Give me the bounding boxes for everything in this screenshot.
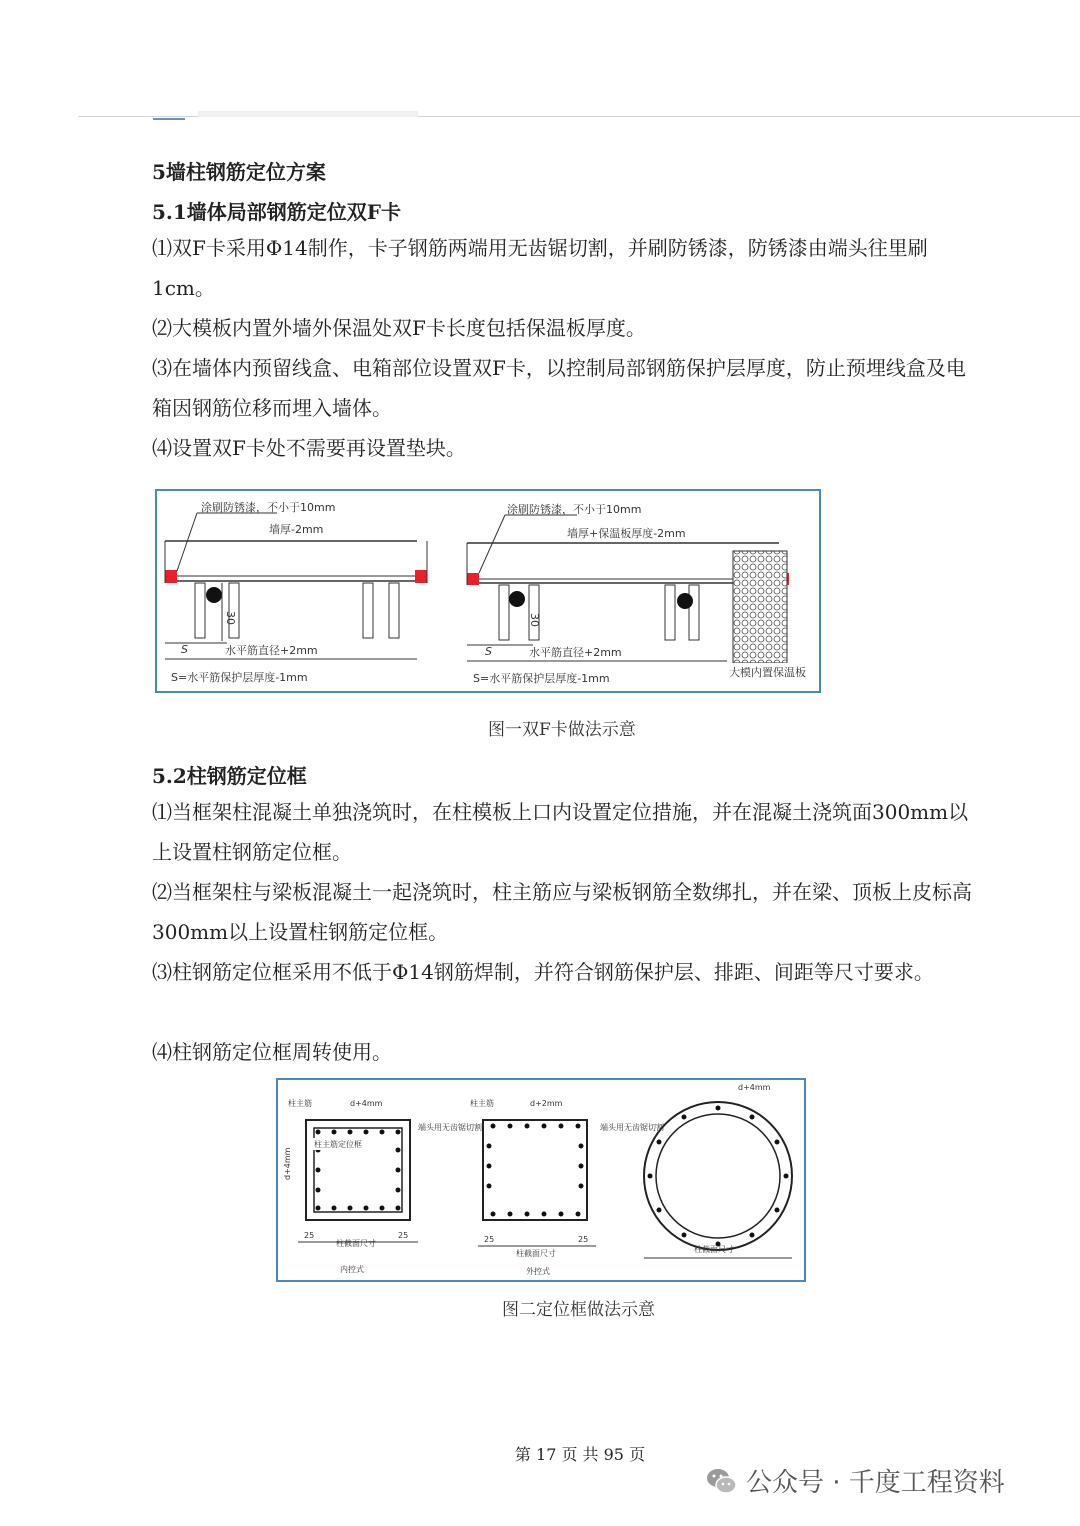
- inner-section-label: 柱截面尺寸: [336, 1239, 376, 1248]
- insulation-label: 大模内置保温板: [729, 666, 806, 679]
- paragraph-5-2-2: ⑵当框架柱与梁板混凝土一起浇筑时，柱主筋应与梁板钢筋全数绑扎，并在梁、顶板上皮标高300mm以上设置柱钢筋定位框。: [152, 880, 972, 944]
- left-bar-label: 水平筋直径+2mm: [225, 644, 318, 657]
- right-s-definition: S=水平筋保护层厚度-1mm: [473, 672, 610, 685]
- figure-2-caption: 图二定位框做法示意: [502, 1300, 655, 1320]
- subsection-5-2-title: 5.2柱钢筋定位框: [152, 764, 307, 788]
- inner-main-bar-label: 柱主筋: [288, 1099, 312, 1108]
- paragraph-5-1-3: ⑶在墙体内预留线盒、电箱部位设置双F卡，以控制局部钢筋保护层厚度，防止预埋线盒及电箱因钢筋位移而埋入墙体。: [152, 356, 966, 420]
- section-title: 5墙柱钢筋定位方案: [152, 160, 326, 184]
- inner-frame-label: 柱主筋定位框: [314, 1140, 362, 1149]
- left-s-definition: S=水平筋保护层厚度-1mm: [171, 671, 308, 684]
- inner-end-note: 端头用无齿锯切割: [418, 1123, 482, 1132]
- round-section-label: 柱截面尺寸: [694, 1245, 734, 1254]
- outer-gap-label: d+2mm: [530, 1099, 563, 1108]
- paragraph-5-1-4: ⑷设置双F卡处不需要再设置垫块。: [152, 436, 466, 460]
- right-clip-drawing: [467, 502, 817, 685]
- outer-type-label: 外控式: [526, 1267, 550, 1276]
- paragraph-5-2-3: ⑶柱钢筋定位框采用不低于Φ14钢筋焊制，并符合钢筋保护层、排距、间距等尺寸要求。: [152, 960, 934, 984]
- header-faint-text: [198, 111, 418, 117]
- left-paint-label: 涂刷防锈漆，不小于10mm: [201, 501, 336, 514]
- outer-end-note: 端头用无齿锯切割: [600, 1123, 664, 1132]
- right-dim-30: 30: [528, 613, 541, 627]
- inner-dim-25-left: 25: [304, 1231, 315, 1240]
- inner-control-frame-drawing: [283, 1098, 482, 1274]
- watermark-text: 公众号 · 千度工程资料: [746, 1468, 1005, 1498]
- figure-1-caption: 图一双F卡做法示意: [488, 720, 636, 740]
- inner-dim-25-right: 25: [398, 1231, 409, 1240]
- paragraph-5-1-1: ⑴双F卡采用Φ14制作，卡子钢筋两端用无齿锯切割，并刷防锈漆，防锈漆由端头往里刷1cm。: [152, 236, 928, 300]
- paragraph-5-2-1: ⑴当框架柱混凝土单独浇筑时，在柱模板上口内设置定位措施，并在混凝土浇筑面300mm以上设置柱钢筋定位框。: [152, 800, 969, 864]
- paragraph-5-1-2: ⑵大模板内置外墙外保温处双F卡长度包括保温板厚度。: [152, 316, 646, 340]
- left-dim-30: 30: [224, 611, 237, 625]
- right-length-label: 墙厚+保温板厚度-2mm: [567, 527, 686, 540]
- left-s-label: S: [181, 643, 188, 656]
- page-number: 第 17 页 共 95 页: [514, 1445, 646, 1464]
- outer-dim-25-right: 25: [578, 1235, 589, 1244]
- outer-main-bar-label: 柱主筋: [470, 1099, 494, 1108]
- insulation-board-hatch: [733, 551, 787, 663]
- outer-section-label: 柱截面尺寸: [516, 1249, 556, 1258]
- round-gap-label: d+4mm: [738, 1083, 771, 1092]
- right-bar-label: 水平筋直径+2mm: [529, 646, 622, 659]
- inner-side-gap-label: d+4mm: [283, 1147, 292, 1180]
- left-length-label: 墙厚-2mm: [269, 523, 324, 536]
- outer-dim-25-left: 25: [484, 1235, 495, 1244]
- right-paint-label: 涂刷防锈漆，不小于10mm: [507, 503, 642, 516]
- inner-type-label: 内控式: [340, 1265, 364, 1274]
- wechat-icon: [704, 1464, 738, 1498]
- watermark: [704, 1462, 1005, 1499]
- header-accent: [153, 118, 185, 120]
- outer-control-frame-drawing: [470, 1098, 664, 1276]
- figure-positioning-frame: [276, 1078, 806, 1282]
- left-clip-drawing: [165, 500, 427, 684]
- subsection-5-1-title: 5.1墙体局部钢筋定位双F卡: [152, 200, 401, 224]
- right-s-label: S: [485, 645, 492, 658]
- inner-gap-label: d+4mm: [350, 1099, 383, 1108]
- round-frame-drawing: [644, 1083, 792, 1258]
- figure-double-f-clip: [155, 489, 821, 693]
- paragraph-5-2-4: ⑷柱钢筋定位框周转使用。: [152, 1040, 392, 1064]
